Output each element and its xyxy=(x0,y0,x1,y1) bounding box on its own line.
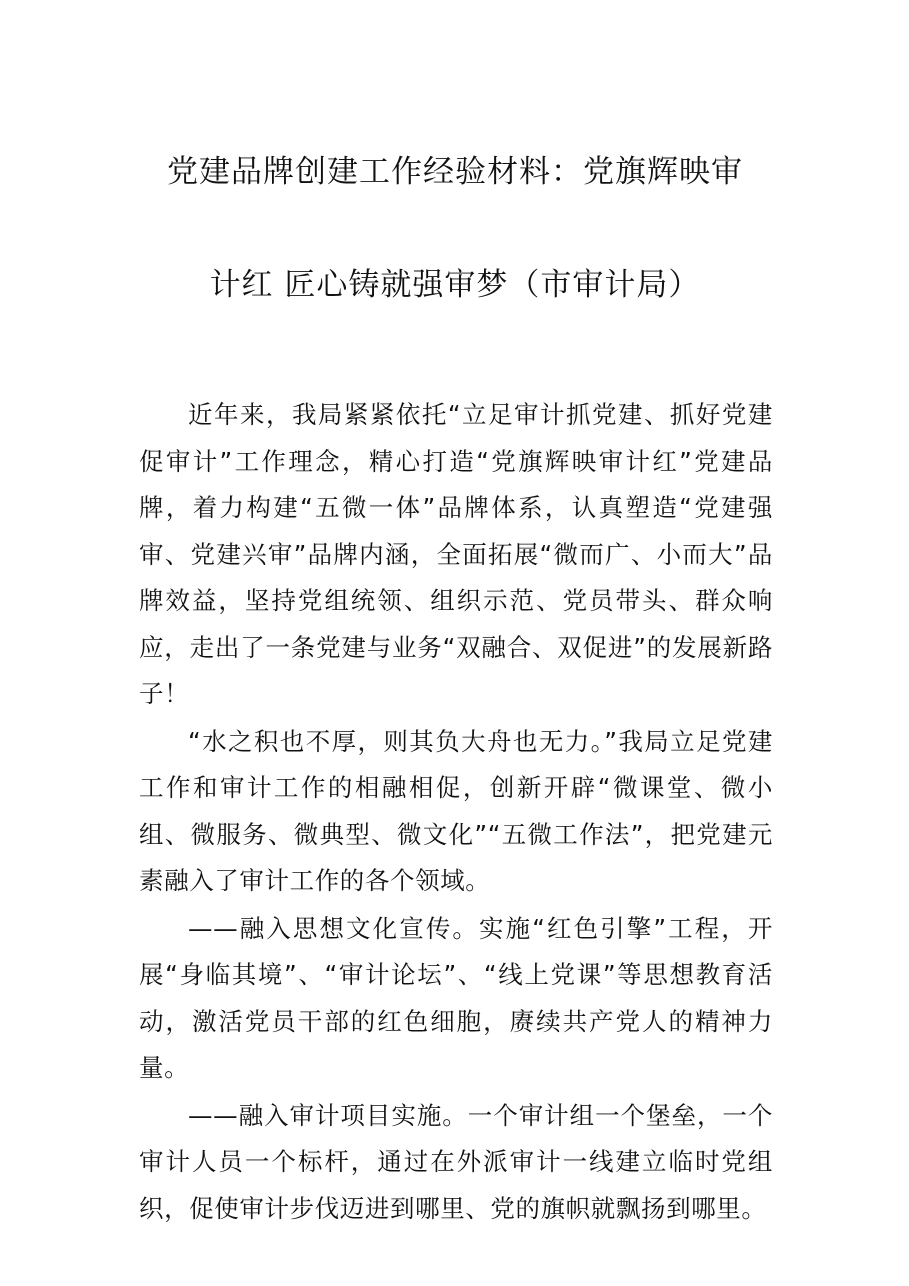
document-title-line-2: 计红 匠心铸就强审梦（市审计局） xyxy=(209,267,701,303)
paragraph-2: “水之积也不厚，则其负大舟也无力。”我局立足党建工作和审计工作的相融相促，创新开辟“微课堂、微小组、微服务、微典型、微文化”“五微工作法”，把党建元素融入了审计工作的各个领域。 xyxy=(139,726,773,895)
document-body xyxy=(139,392,773,1233)
paragraph-1: 近年来，我局紧紧依托“立足审计抓党建、抓好党建促审计”工作理念，精心打造“党旗辉映审计红”党建品牌，着力构建“五微一体”品牌体系，认真塑造“党建强审、党建兴审”品牌内涵，全面拓展“微而广、小而大”品牌效益，坚持党组统领、组织示范、党员带头、群众响应，走出了一条党建与业务“双融合、双促进”的发展新路子！ xyxy=(139,400,773,708)
paragraph-4: ——融入审计项目实施。一个审计组一个堡垒，一个审计人员一个标杆，通过在外派审计一线建立临时党组织，促使审计步伐迈进到哪里、党的旗帜就飘扬到哪里。 xyxy=(139,1100,773,1223)
paragraph-3: ——融入思想文化宣传。实施“红色引擎”工程，开展“身临其境”、“审计论坛”、“线上党课”等思想教育活动，激活党员干部的红色细胞，赓续共产党人的精神力量。 xyxy=(139,913,773,1082)
document-title-line-1: 党建品牌创建工作经验材料：党旗辉映审 xyxy=(167,154,743,190)
